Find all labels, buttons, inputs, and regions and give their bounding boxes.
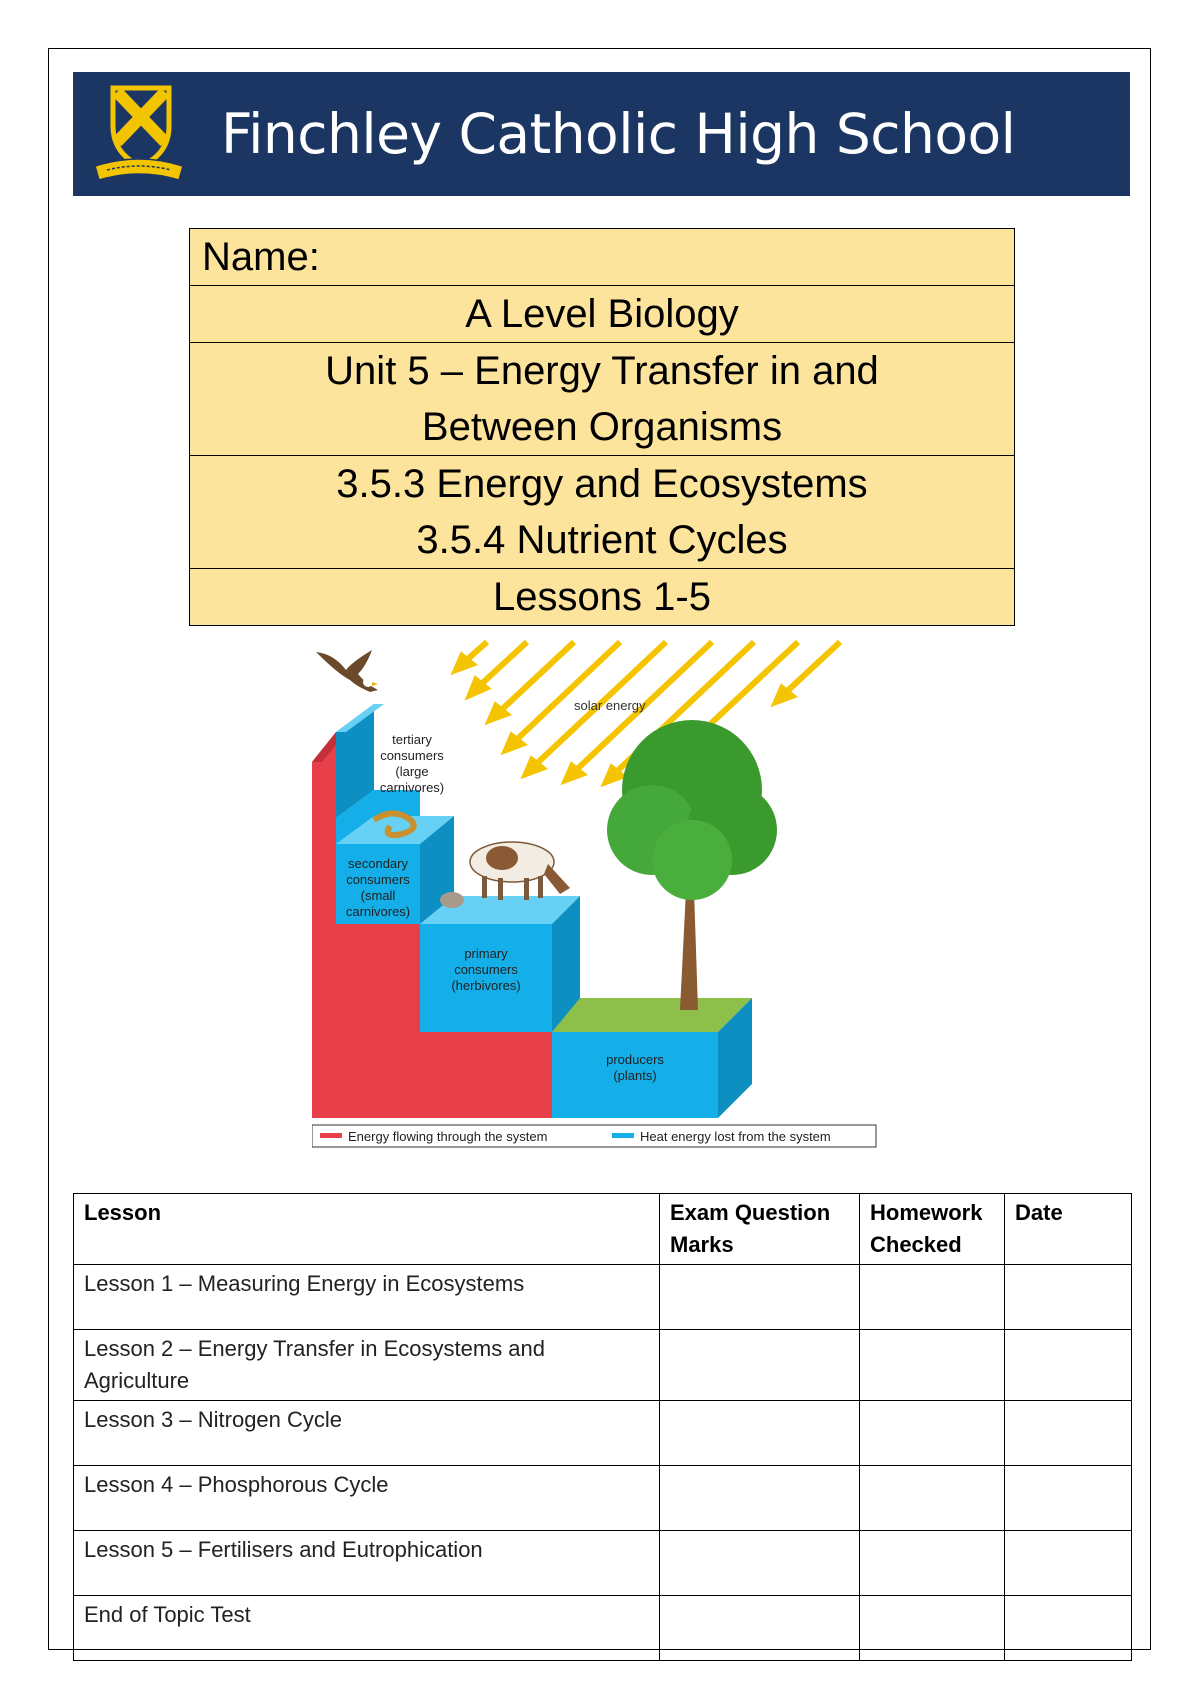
figure-legend	[312, 1125, 876, 1147]
legend-red-label: Energy flowing through the system	[348, 1129, 548, 1144]
lesson-cell: Lesson 1 – Measuring Energy in Ecosystems	[74, 1265, 660, 1330]
exam-marks-cell[interactable]	[660, 1330, 860, 1401]
title-block	[189, 228, 1015, 626]
topic-title	[190, 456, 1014, 569]
unit-title	[190, 343, 1014, 456]
date-cell[interactable]	[1005, 1401, 1132, 1466]
legend-blue-label: Heat energy lost from the system	[640, 1129, 831, 1144]
exam-marks-cell[interactable]	[660, 1531, 860, 1596]
tertiary-label-2: consumers	[380, 748, 444, 763]
school-name: Finchley Catholic High School	[221, 102, 1016, 166]
date-cell[interactable]	[1005, 1596, 1132, 1661]
secondary-label-4: carnivores)	[345, 904, 411, 919]
school-crest-icon	[91, 82, 187, 186]
energy-pyramid-diagram	[312, 640, 902, 1160]
header-exam-marks: Exam Question Marks	[660, 1194, 860, 1265]
exam-marks-cell[interactable]	[660, 1466, 860, 1531]
secondary-label-2: consumers	[346, 872, 410, 887]
secondary-label-3: (small	[360, 888, 396, 903]
table-row	[74, 1531, 1132, 1596]
solar-energy-label: solar energy	[574, 698, 646, 713]
lesson-cell: End of Topic Test	[74, 1596, 660, 1661]
producers-label-1: producers	[606, 1052, 664, 1067]
table-header-row	[74, 1194, 1132, 1265]
header-lesson: Lesson	[74, 1194, 660, 1265]
date-cell[interactable]	[1005, 1531, 1132, 1596]
homework-cell[interactable]	[860, 1531, 1005, 1596]
primary-label-1: primary	[464, 946, 508, 961]
cow-icon	[470, 842, 570, 900]
homework-cell[interactable]	[860, 1401, 1005, 1466]
date-cell[interactable]	[1005, 1466, 1132, 1531]
homework-cell[interactable]	[860, 1265, 1005, 1330]
lesson-cell: Lesson 4 – Phosphorous Cycle	[74, 1466, 660, 1531]
table-row	[74, 1596, 1132, 1661]
lesson-tracking-table	[73, 1193, 1132, 1661]
name-field: Name:	[190, 229, 1014, 286]
exam-marks-cell[interactable]	[660, 1265, 860, 1330]
eagle-icon	[316, 650, 378, 692]
topic-title-line1: 3.5.3 Energy and Ecosystems	[336, 462, 868, 506]
primary-label-2: consumers	[454, 962, 518, 977]
lesson-cell: Lesson 5 – Fertilisers and Eutrophication	[74, 1531, 660, 1596]
date-cell[interactable]	[1005, 1330, 1132, 1401]
unit-title-line2: Between Organisms	[421, 405, 783, 449]
tertiary-label-4: carnivores)	[379, 780, 445, 795]
lessons-title: Lessons 1-5	[190, 569, 1014, 626]
subject-title: A Level Biology	[190, 286, 1014, 343]
tertiary-label-3: (large	[395, 764, 429, 779]
unit-title-line1: Unit 5 – Energy Transfer in and	[325, 349, 879, 393]
lesson-cell: Lesson 3 – Nitrogen Cycle	[74, 1401, 660, 1466]
exam-marks-cell[interactable]	[660, 1596, 860, 1661]
homework-cell[interactable]	[860, 1466, 1005, 1531]
producers-label-2: (plants)	[613, 1068, 657, 1083]
homework-cell[interactable]	[860, 1330, 1005, 1401]
exam-marks-cell[interactable]	[660, 1401, 860, 1466]
homework-cell[interactable]	[860, 1596, 1005, 1661]
tertiary-label-1: tertiary	[392, 732, 432, 747]
header-homework: Homework Checked	[860, 1194, 1005, 1265]
table-row	[74, 1401, 1132, 1466]
date-cell[interactable]	[1005, 1265, 1132, 1330]
tree-icon	[607, 720, 777, 1010]
header-date: Date	[1005, 1194, 1132, 1265]
lesson-cell: Lesson 2 – Energy Transfer in Ecosystems and Agriculture	[74, 1330, 660, 1401]
table-row	[74, 1466, 1132, 1531]
table-row	[74, 1265, 1132, 1330]
secondary-label-1: secondary	[348, 856, 408, 871]
primary-label-3: (herbivores)	[451, 978, 521, 993]
table-row	[74, 1330, 1132, 1401]
school-banner	[73, 72, 1130, 196]
legend-blue-swatch	[612, 1133, 634, 1138]
mouse-icon	[440, 892, 464, 908]
topic-title-line2: 3.5.4 Nutrient Cycles	[416, 518, 788, 562]
legend-red-swatch	[320, 1133, 342, 1138]
